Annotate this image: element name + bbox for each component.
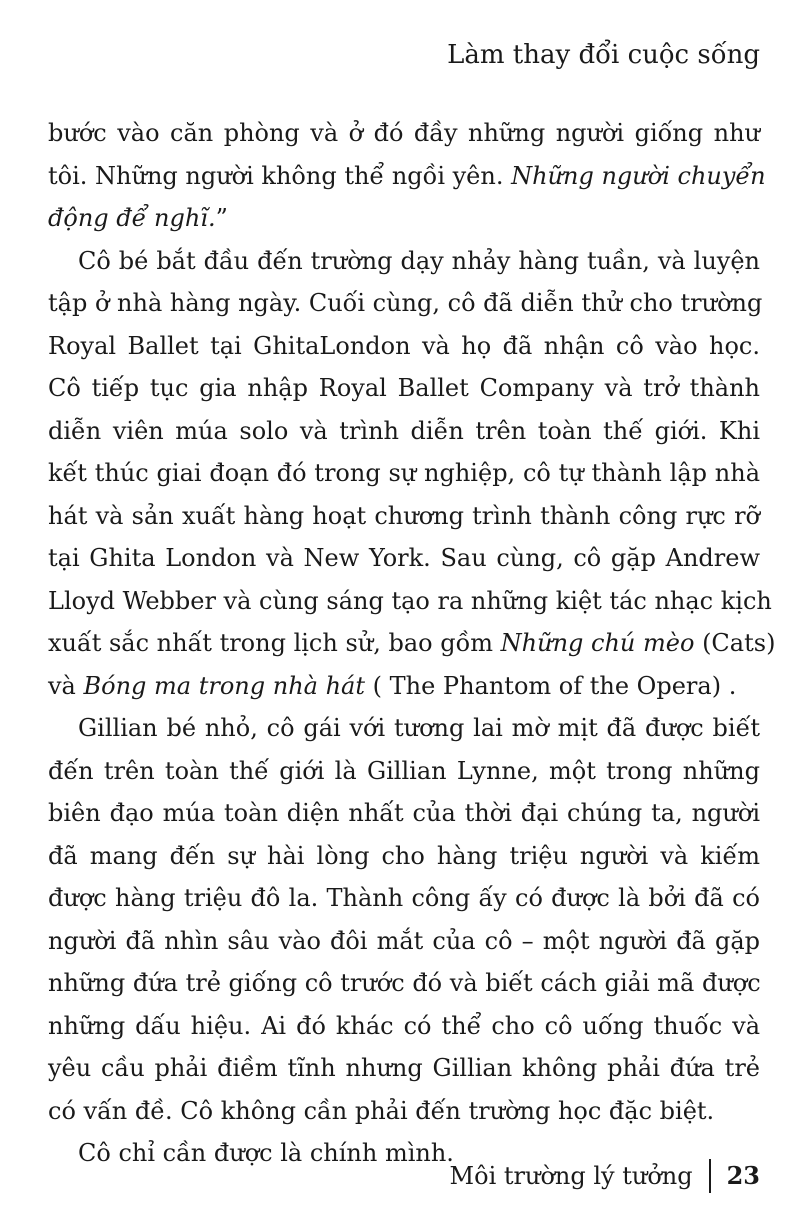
text-run: tại Ghita London và New York. Sau cùng, cô gặp Andrew: [48, 544, 760, 572]
italic-text: động để nghĩ.: [48, 204, 216, 232]
footer-divider: [709, 1159, 711, 1193]
text-run: kết thúc giai đoạn đó trong sự nghiệp, cô tự thành lập nhà: [48, 459, 760, 487]
text-line: [48, 792, 760, 835]
text-line: [48, 835, 760, 878]
text-line: [48, 367, 760, 410]
text-run: yêu cầu phải điềm tĩnh nhưng Gillian không phải đứa trẻ: [48, 1054, 760, 1082]
text-run: tôi. Những người không thể ngồi yên.: [48, 161, 512, 190]
text-line: [48, 707, 760, 750]
text-run: có vấn đề. Cô không cần phải đến trường học đặc biệt.: [48, 1096, 715, 1125]
text-line: [48, 112, 760, 155]
text-line: [48, 962, 760, 1005]
text-line: [48, 282, 763, 325]
body-text: [48, 112, 776, 1175]
text-line: [48, 325, 760, 368]
text-line: [48, 197, 760, 240]
text-line: [48, 665, 760, 708]
running-header: Làm thay đổi cuộc sống: [447, 40, 760, 70]
text-run: những dấu hiệu. Ai đó khác có thể cho cô uống thuốc và: [48, 1011, 760, 1040]
text-line: [48, 452, 760, 495]
footer-section-title: Môi trường lý tưởng: [449, 1162, 693, 1190]
text-line: [48, 537, 760, 580]
text-run: và: [48, 671, 84, 700]
text-line: [48, 1047, 760, 1090]
page-number: 23: [726, 1161, 760, 1190]
text-line: [48, 622, 776, 665]
text-run: hát và sản xuất hàng hoạt chương trình thành công rực rỡ: [48, 501, 760, 530]
text-run: Royal Ballet tại GhitaLondon và họ đã nhận cô vào học.: [48, 331, 760, 360]
text-line: [48, 750, 760, 793]
text-run: ( The Phantom of the Opera) .: [365, 671, 737, 700]
page-footer: [450, 1158, 760, 1194]
text-run: những đứa trẻ giống cô trước đó và biết cách giải mã được: [48, 969, 761, 997]
text-line: [48, 580, 772, 623]
paragraph: [48, 112, 766, 240]
italic-text: Những chú mèo: [500, 629, 695, 657]
text-run: biên đạo múa toàn diện nhất của thời đại chúng ta, người: [48, 799, 760, 827]
text-run: được hàng triệu đô la. Thành công ấy có được là bởi đã có: [48, 884, 760, 912]
italic-text: Bóng ma trong nhà hát: [83, 671, 366, 700]
text-run: tập ở nhà hàng ngày. Cuối cùng, cô đã diễn thử cho trường: [48, 289, 763, 317]
text-run: Cô chỉ cần được là chính mình.: [78, 1139, 454, 1167]
text-run: ”: [215, 204, 228, 232]
text-run: đã mang đến sự hài lòng cho hàng triệu người và kiếm: [48, 841, 760, 870]
text-line: [48, 1005, 760, 1048]
italic-text: Những người chuyển: [511, 161, 766, 190]
text-run: người đã nhìn sâu vào đôi mắt của cô – một người đã gặp: [48, 926, 760, 955]
text-line: [48, 410, 760, 453]
text-run: Gillian bé nhỏ, cô gái với tương lai mờ mịt đã được biết: [78, 714, 760, 742]
text-run: diễn viên múa solo và trình diễn trên toàn thế giới. Khi: [48, 416, 760, 445]
text-line: [48, 155, 766, 198]
paragraph: [48, 707, 760, 1132]
text-run: Cô tiếp tục gia nhập Royal Ballet Company và trở thành: [48, 374, 760, 402]
text-line: [48, 877, 760, 920]
text-line: [48, 240, 760, 283]
paragraph: [48, 240, 776, 708]
text-run: đến trên toàn thế giới là Gillian Lynne, một trong những: [48, 756, 760, 785]
text-line: [48, 1090, 760, 1133]
text-run: bước vào căn phòng và ở đó đầy những người giống như: [48, 119, 760, 147]
text-line: [48, 495, 760, 538]
text-run: Cô bé bắt đầu đến trường dạy nhảy hàng tuần, và luyện: [78, 246, 760, 275]
text-line: [48, 920, 760, 963]
text-run: Lloyd Webber và cùng sáng tạo ra những kiệt tác nhạc kịch: [48, 586, 772, 615]
text-run: (Cats): [694, 629, 776, 657]
text-run: xuất sắc nhất trong lịch sử, bao gồm: [48, 629, 501, 657]
